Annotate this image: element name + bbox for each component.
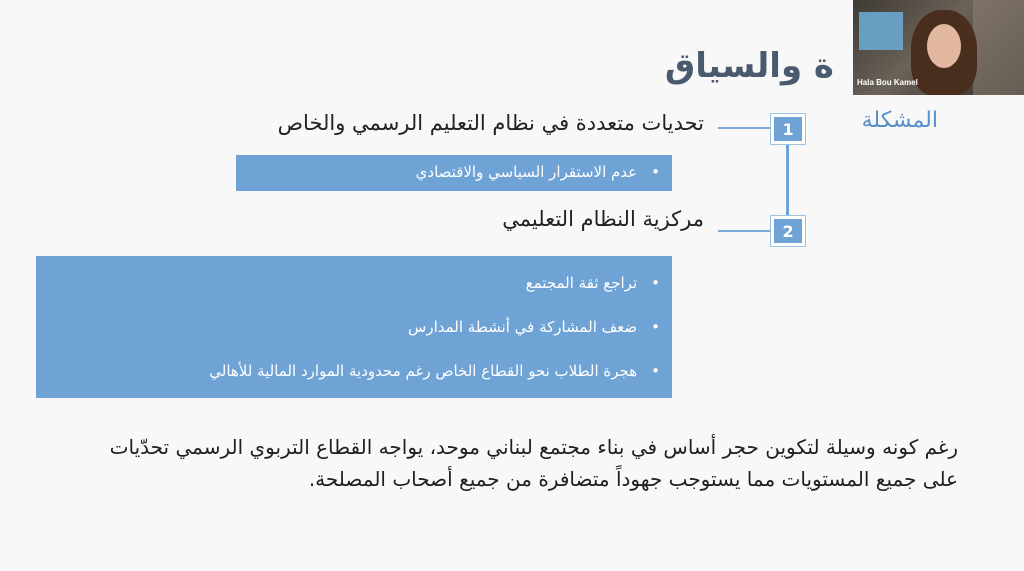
bullet-dot-icon: • xyxy=(651,274,660,292)
bullet-dot-icon: • xyxy=(651,163,660,181)
participant-name: Hala Bou Kamel xyxy=(857,78,918,87)
item-2-connector xyxy=(718,230,774,232)
item-1-connector xyxy=(718,127,774,129)
item-2-bullet-box xyxy=(36,256,672,398)
bullet-dot-icon: • xyxy=(651,362,660,380)
item-2-number: 2 xyxy=(771,216,805,246)
bullet-item: •ضعف المشاركة في أنشطة المدارس xyxy=(408,318,660,336)
bullet-item: •عدم الاستقرار السياسي والاقتصادي xyxy=(415,163,660,181)
background-shelf xyxy=(973,0,1024,95)
item-2-heading: مركزية النظام التعليمي xyxy=(502,207,704,231)
bullet-item: •هجرة الطلاب نحو القطاع الخاص رغم محدودية الموارد المالية للأهالي xyxy=(209,362,660,380)
participant-video-tile[interactable] xyxy=(853,0,1024,95)
context-paragraph: رغم كونه وسيلة لتكوين حجر أساس في بناء مجتمع لبناني موحد، يواجه القطاع التربوي الرسمي تحدّيات على جميع المستويات مما يستوجب جهوداً متضافرة من جميع أصحاب المصلحة. xyxy=(109,435,958,491)
bullet-dot-icon: • xyxy=(651,318,660,336)
background-window xyxy=(859,12,903,50)
participant-face xyxy=(927,24,961,68)
slide-title: ة والسياق xyxy=(664,46,834,86)
problem-label: المشكلة xyxy=(861,108,938,133)
bullet-item: •تراجع ثقة المجتمع xyxy=(525,274,660,292)
item-1-heading: تحديات متعددة في نظام التعليم الرسمي والخاص xyxy=(277,111,704,135)
item-1-number: 1 xyxy=(771,114,805,144)
item-1-bullet-box xyxy=(236,155,672,191)
